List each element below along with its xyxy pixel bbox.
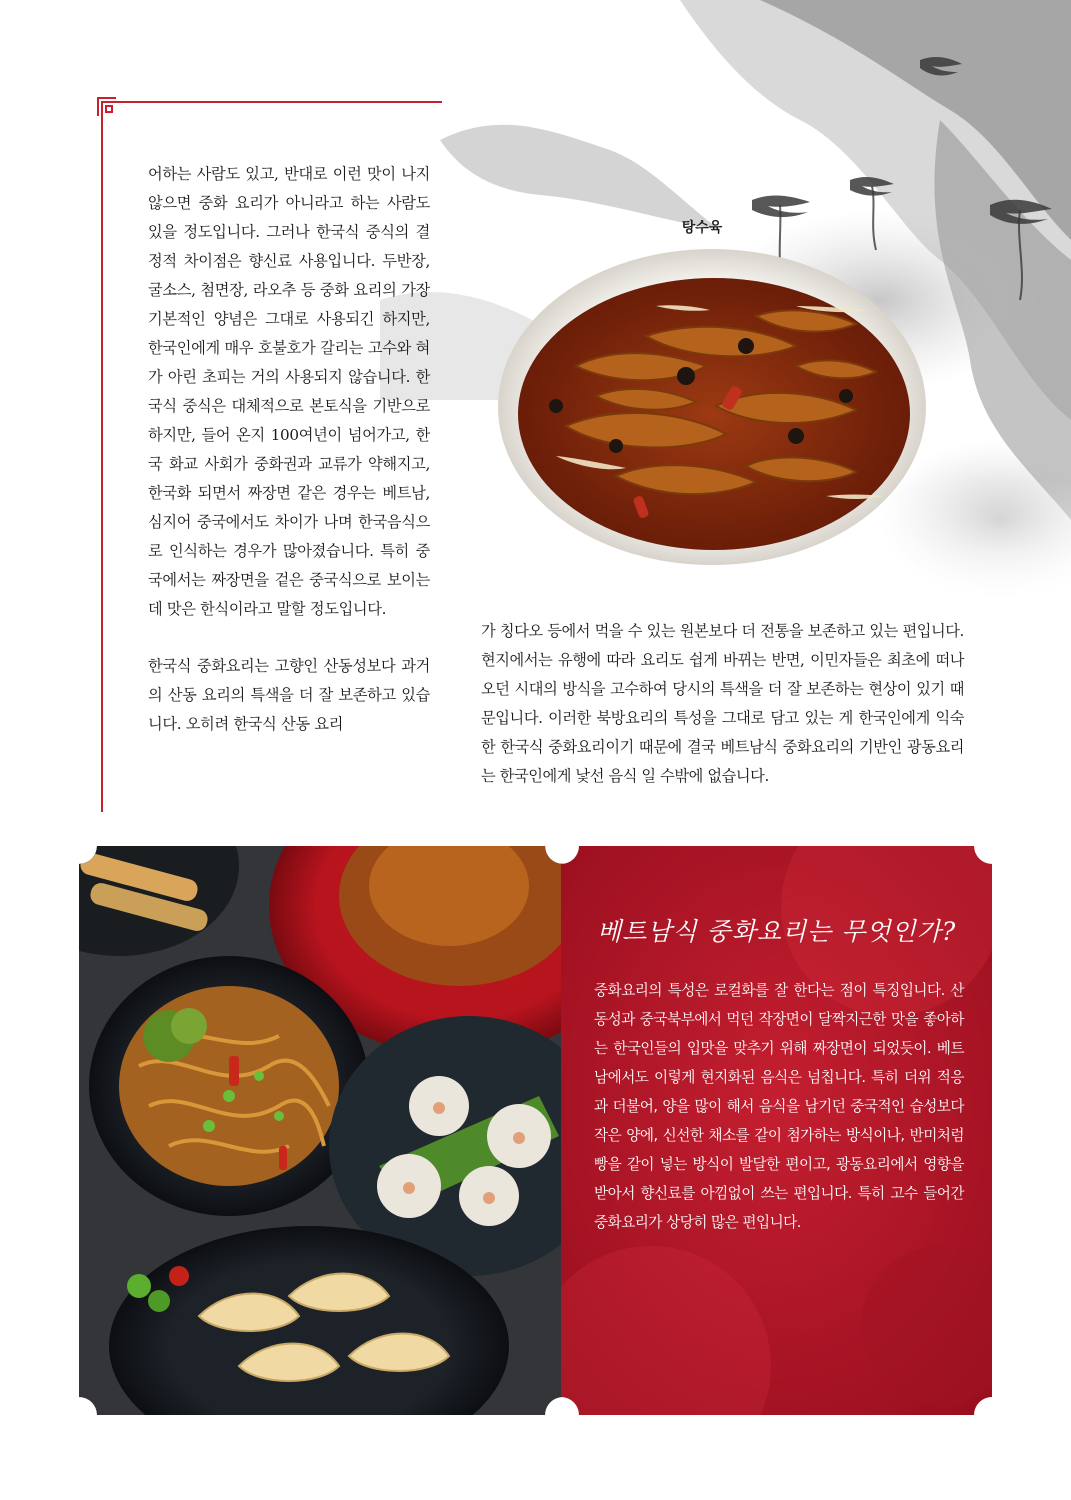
frame-left-line [101,104,103,812]
article-paragraph: 한국식 중화요리는 고향인 산동성보다 과거의 산동 요리의 특색을 더 잘 보존하고 있습니다. 오히려 한국식 산동 요리 [148,657,430,733]
article-paragraph: 어하는 사람도 있고, 반대로 이런 맛이 나지 않으면 중화 요리가 아니라고 하는 사람도 있을 정도입니다. 그러나 한국식 중식의 결정적 차이점은 향신료 사용입니다. 두반장, 굴소스, 첨면장, 라오추 등 중화 요리의 가장 기본적인 양념은 그대로 사용되긴 하지만, 한국인에게 매우 호불호가 갈리는 고수와 혀가 아린 초피는 거의 사용되지 않습니다. 한국식 중식은 대체적으로 본토식을 기반으로 하지만, 들어 온지 100여년이 넘어가고, 한국 화교 사회가 중화권과 교류가 약해지고, 한국화 되면서 짜장면 같은 경우는 베트남, 심지어 중국에서도 차이가 나며 한국음식으로 인식하는 경우가 많아졌습니다. 특히 중국에서는 짜장면을 겉은 중국식으로 보이는데 맛은 한식이라고 말할 정도입니다. [148,165,430,618]
sweet-and-sour-pork-photo [496,246,928,568]
frame-top-line [104,101,442,103]
frame-corner-ornament [96,96,118,118]
chinese-food-table-photo [79,846,563,1415]
dish-caption: 탕수육 [681,220,723,236]
article-left-column [148,160,430,739]
article-right-column [481,617,964,791]
sidebar-title: 베트남식 중화요리는 무엇인가? [597,917,957,946]
sidebar-body [594,976,964,1237]
article-paragraph: 가 칭다오 등에서 먹을 수 있는 원본보다 더 전통을 보존하고 있는 편입니다. 현지에서는 유행에 따라 요리도 쉽게 바뀌는 반면, 이민자들은 최초에 떠나오던 시대의 방식을 고수하여 당시의 특색을 더 잘 보존하는 현상이 있기 때문입니다. 이러한 북방요리의 특성을 그대로 담고 있는 게 한국인에게 익숙한 한국식 중화요리이기 때문에 결국 베트남식 중화요리의 기반인 광동요리는 한국인에게 낯선 음식 일 수밖에 없습니다. [481,622,964,785]
sidebar-paragraph: 중화요리의 특성은 로컬화를 잘 한다는 점이 특징입니다. 산동성과 중국북부에서 먹던 작장면이 달짝지근한 맛을 좋아하는 한국인들의 입맛을 맞추기 위해 짜장면이 되었듯이. 베트남에서도 이렇게 현지화된 음식은 넘칩니다. 특히 더위 적응과 더불어, 양을 많이 해서 음식을 남기던 중국적인 습성보다 작은 양에, 신선한 채소를 같이 첨가하는 방식이나, 반미처럼 빵을 같이 넣는 방식이 발달한 편이고, 광동요리에서 영향을 받아서 향신료를 아낌없이 쓰는 편입니다. 특히 고수 들어간 중화요리가 상당히 많은 편입니다. [594,982,964,1231]
sidebar-panel [561,846,992,1415]
